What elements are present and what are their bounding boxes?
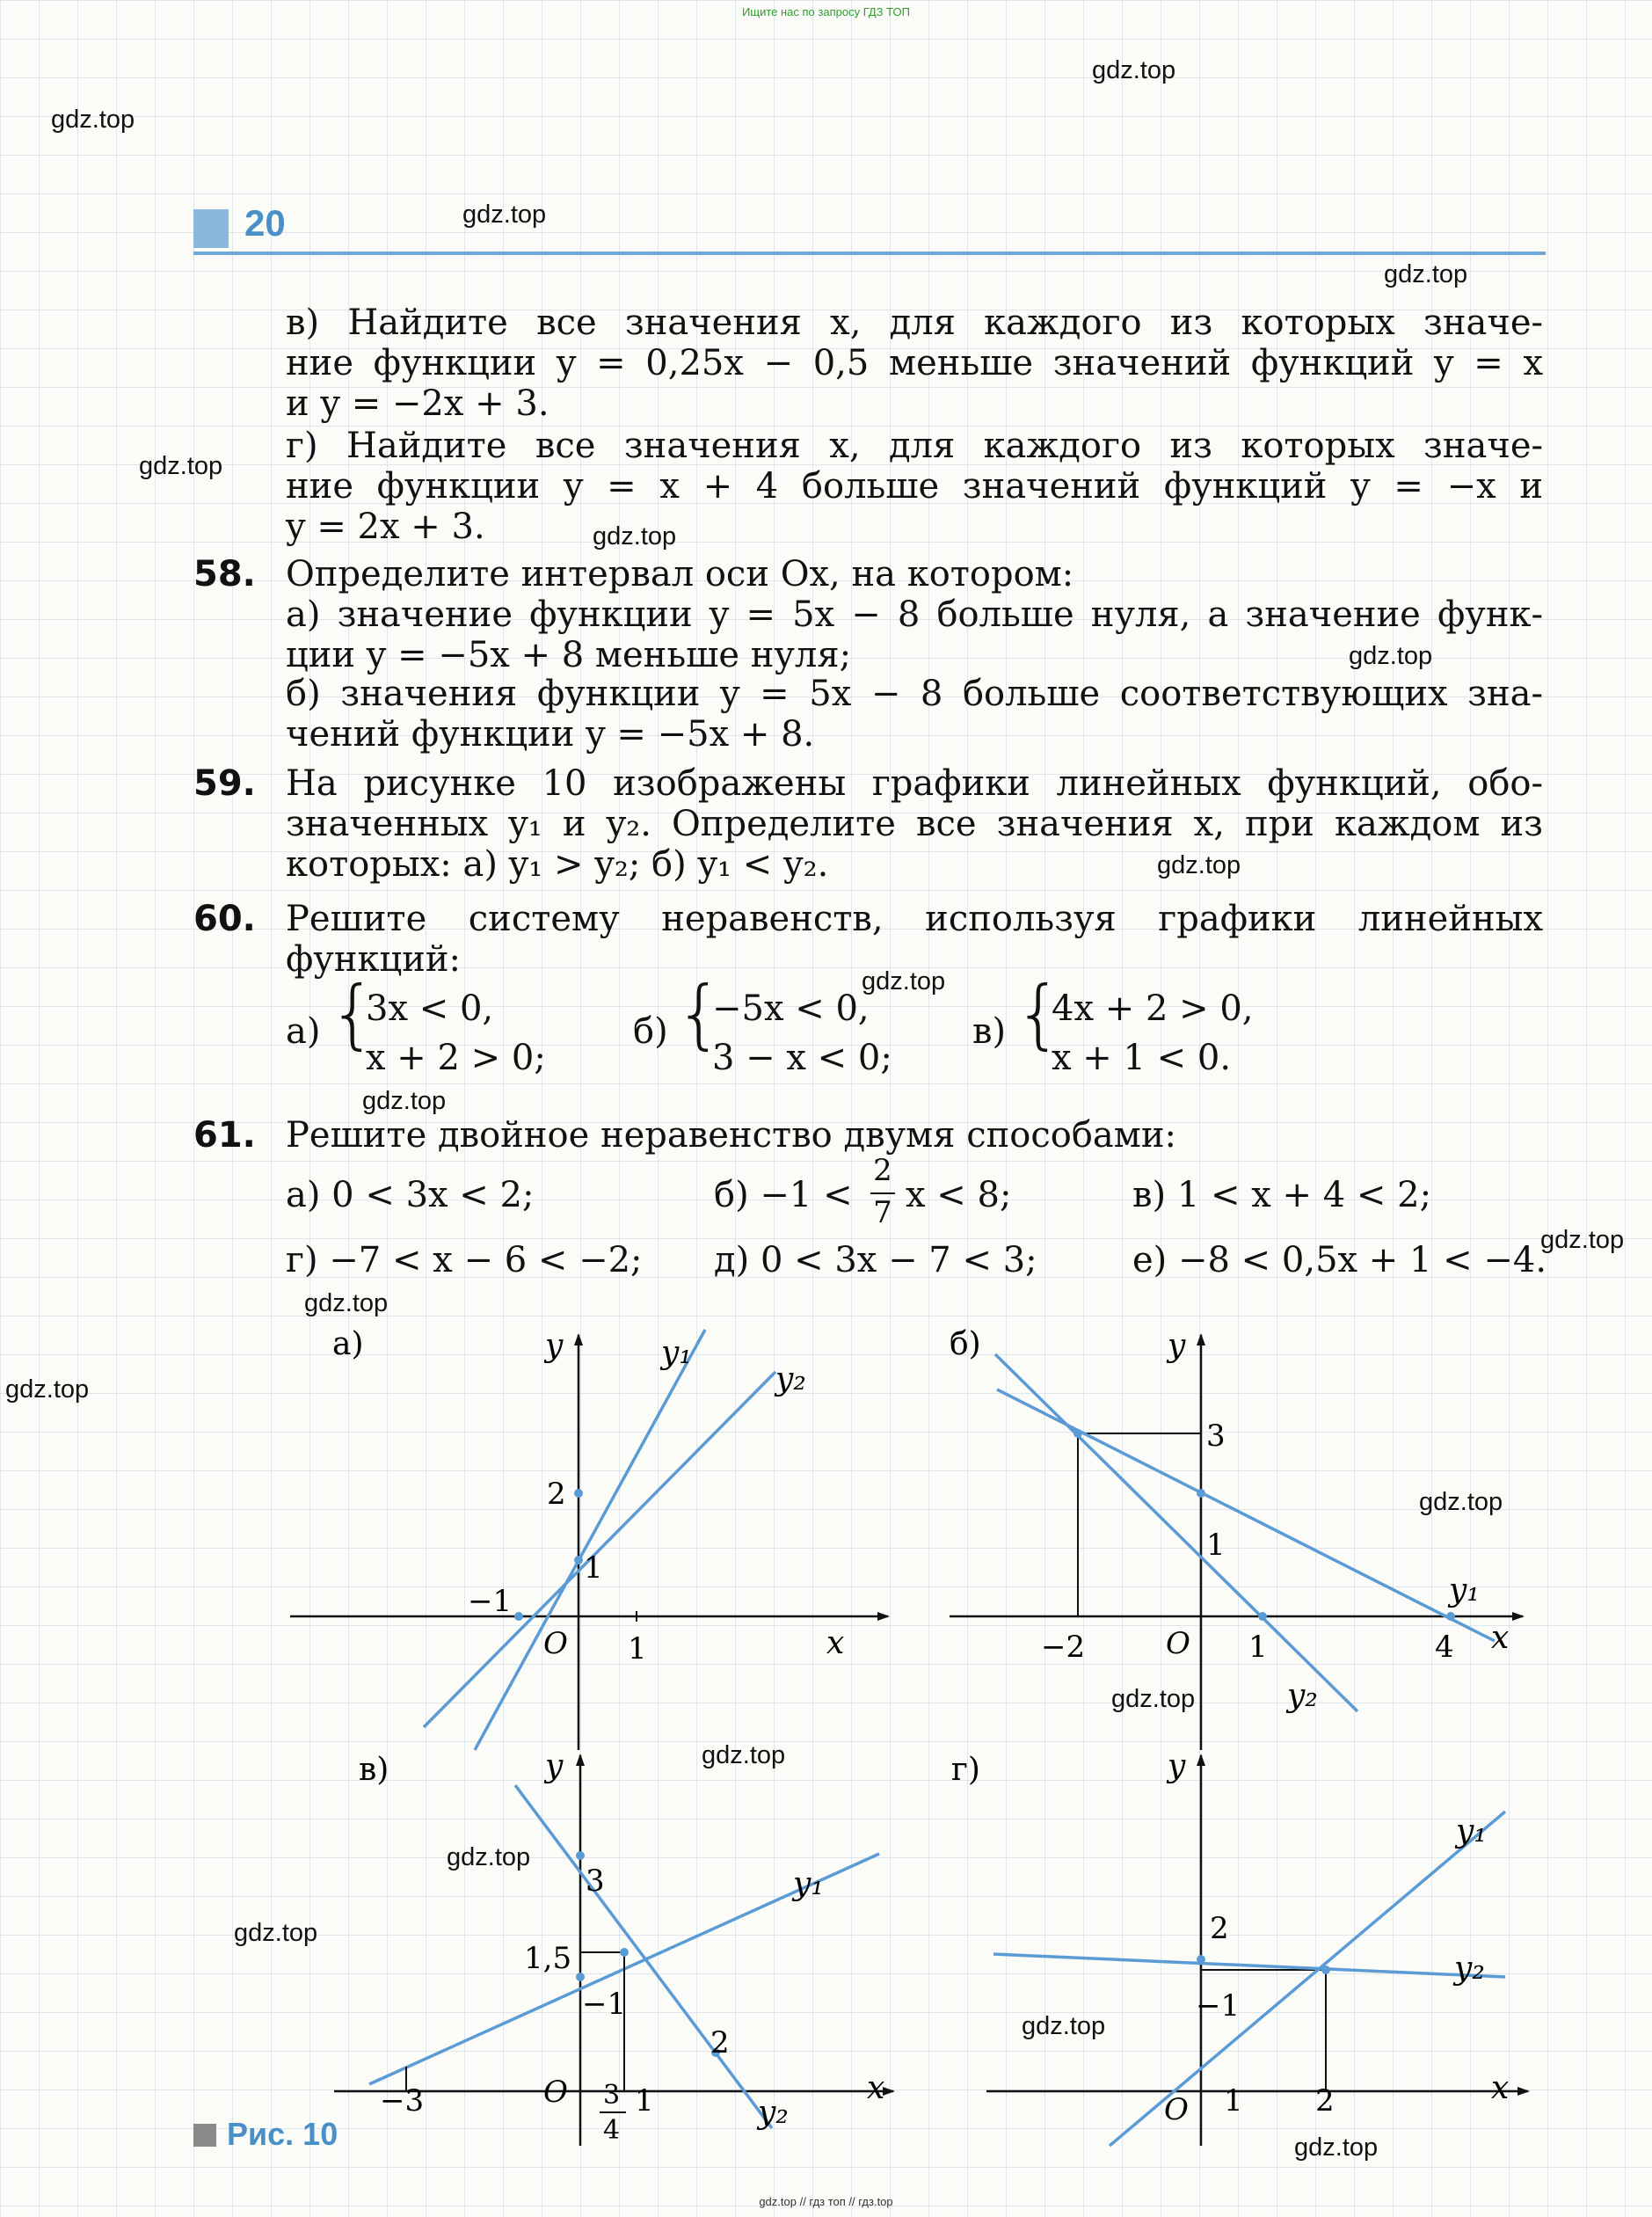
watermark: gdz.top bbox=[51, 106, 135, 134]
text-line: которых: а) y₁ > y₂; б) y₁ < y₂. bbox=[286, 844, 829, 885]
tick-label: 3 bbox=[1206, 1418, 1226, 1454]
graph-a bbox=[290, 1326, 888, 1750]
watermark: gdz.top bbox=[1092, 56, 1176, 84]
tick-label: 2 bbox=[1315, 2083, 1335, 2119]
figure-caption-text: Рис. 10 bbox=[227, 2116, 338, 2152]
tick-label: 1,5 bbox=[524, 1941, 572, 1976]
watermark: gdz.top bbox=[362, 1087, 447, 1115]
fraction-denominator: 4 bbox=[603, 2115, 621, 2146]
text-line: б) значения функции y = 5x − 8 больше соответствующих зна- bbox=[286, 674, 1543, 714]
tick-label: 4 bbox=[1435, 1630, 1454, 1665]
tick-label: 2 bbox=[547, 1477, 566, 1512]
fraction-denominator: 7 bbox=[873, 1195, 892, 1230]
system-label: а) bbox=[286, 1011, 321, 1052]
text-line: ции y = −5x + 8 меньше нуля; bbox=[286, 635, 852, 675]
tick-label: −1 bbox=[468, 1584, 513, 1619]
axis-label: y bbox=[1168, 1328, 1186, 1364]
graph-d bbox=[951, 1748, 1528, 2146]
tick-label: −2 bbox=[1041, 1630, 1086, 1665]
problem-number: 60. bbox=[193, 899, 256, 939]
tick-label: 1 bbox=[1224, 2083, 1243, 2119]
bottom-note: gdz.top // гдз топ // гдз.top bbox=[759, 2195, 893, 2208]
watermark: gdz.top bbox=[1419, 1488, 1503, 1516]
watermark: gdz.top bbox=[462, 201, 547, 229]
watermark: gdz.top bbox=[702, 1741, 786, 1769]
system-brace: { bbox=[329, 970, 377, 1058]
origin-label: O bbox=[1166, 1626, 1190, 1661]
tick-label: −3 bbox=[380, 2083, 425, 2119]
watermark: gdz.top bbox=[593, 522, 677, 551]
watermark: gdz.top bbox=[5, 1375, 90, 1404]
watermark: gdz.top bbox=[1349, 642, 1433, 670]
point bbox=[620, 1948, 629, 1957]
series-label: y₁ bbox=[661, 1335, 692, 1371]
text-line: а) значение функции y = 5x − 8 больше нуля, а значение функ- bbox=[286, 594, 1543, 635]
graph-c bbox=[334, 1748, 893, 2146]
tick-label: 1 bbox=[1248, 1630, 1268, 1665]
axis-label: x bbox=[826, 1625, 845, 1661]
point bbox=[1197, 1955, 1205, 1964]
fraction-numerator: 2 bbox=[873, 1153, 892, 1188]
point bbox=[576, 1973, 585, 1981]
watermark: gdz.top bbox=[1157, 851, 1241, 879]
text-line: значенных y₁ и y₂. Определите все значения x, при каждом из bbox=[286, 804, 1543, 844]
page-number: 20 bbox=[244, 202, 286, 244]
text-line: г) Найдите все значения x, для каждого из которых значе- bbox=[286, 426, 1543, 466]
watermark: gdz.top bbox=[1022, 2012, 1106, 2040]
axis-label: y bbox=[545, 1328, 564, 1364]
series-label: y₂ bbox=[1287, 1678, 1318, 1714]
problem-number: 58. bbox=[193, 554, 256, 594]
system-line: −5x < 0, bbox=[712, 988, 870, 1029]
system-line: x + 2 > 0; bbox=[366, 1038, 546, 1078]
series-label: y₁ bbox=[1449, 1572, 1480, 1608]
figure-caption bbox=[193, 2116, 338, 2153]
text-line: в) Найдите все значения x, для каждого из которых значе- bbox=[286, 303, 1543, 343]
inequality: в) 1 < x + 4 < 2; bbox=[1132, 1175, 1432, 1215]
tick-label: 2 bbox=[1210, 1911, 1229, 1946]
inequality: е) −8 < 0,5x + 1 < −4. bbox=[1132, 1240, 1547, 1280]
system-line: 3x < 0, bbox=[366, 988, 494, 1029]
point bbox=[1321, 1965, 1330, 1974]
tick-label: 2 bbox=[710, 2025, 730, 2060]
tick-label: −1 bbox=[582, 1987, 627, 2022]
axis-label: x bbox=[1491, 1620, 1510, 1656]
text-line: чений функции y = −5x + 8. bbox=[286, 714, 815, 755]
inequality: x < 8; bbox=[906, 1175, 1012, 1215]
watermark: gdz.top bbox=[1111, 1685, 1196, 1713]
caption-marker bbox=[193, 2124, 216, 2147]
problem-number: 59. bbox=[193, 763, 256, 804]
point bbox=[1073, 1429, 1082, 1438]
point bbox=[574, 1556, 583, 1564]
system-label: в) bbox=[972, 1011, 1007, 1052]
axis-label: x bbox=[1491, 2070, 1510, 2106]
graph-label: а) bbox=[332, 1326, 364, 1362]
watermark: gdz.top bbox=[1384, 260, 1468, 288]
text-line: функций: bbox=[286, 939, 462, 980]
top-note: Ищите нас по запросу ГДЗ ТОП bbox=[742, 5, 910, 18]
tick-label: 1 bbox=[635, 2083, 654, 2119]
line-y2 bbox=[993, 1954, 1505, 1977]
text-line: Решите двойное неравенство двумя способами: bbox=[286, 1115, 1177, 1156]
graph-label: г) bbox=[951, 1752, 980, 1788]
point bbox=[1197, 1489, 1205, 1498]
text-line: ние функции y = x + 4 больше значений функций y = −x и bbox=[286, 466, 1543, 507]
point bbox=[574, 1489, 583, 1498]
tick-label: 3 bbox=[586, 1863, 605, 1899]
graph-label: б) bbox=[950, 1326, 981, 1362]
problem-number: 61. bbox=[193, 1115, 256, 1156]
point bbox=[514, 1612, 523, 1621]
system-brace: { bbox=[675, 970, 724, 1058]
text-line: и y = −2x + 3. bbox=[286, 383, 549, 424]
watermark: gdz.top bbox=[304, 1289, 389, 1317]
text-line: ние функции y = 0,25x − 0,5 меньше значений функций y = x bbox=[286, 343, 1543, 383]
text-line: y = 2x + 3. bbox=[286, 507, 485, 547]
series-label: y₁ bbox=[1456, 1813, 1487, 1849]
graph-label: в) bbox=[359, 1752, 389, 1788]
inequality: б) −1 < bbox=[714, 1175, 853, 1215]
text-line: На рисунке 10 изображены графики линейных функций, обо- bbox=[286, 763, 1543, 804]
origin-label: O bbox=[543, 1626, 568, 1661]
point bbox=[576, 1851, 585, 1860]
watermark: gdz.top bbox=[139, 452, 223, 480]
axis-label: x bbox=[867, 2070, 885, 2106]
inequality: г) −7 < x − 6 < −2; bbox=[286, 1240, 643, 1280]
fraction-numerator: 3 bbox=[603, 2080, 621, 2111]
system-line: 3 − x < 0; bbox=[712, 1038, 892, 1078]
text-line: Определите интервал оси Ox, на котором: bbox=[286, 554, 1074, 594]
series-label: y₁ bbox=[793, 1866, 824, 1902]
system-label: б) bbox=[633, 1011, 668, 1052]
tick-label: 1 bbox=[628, 1631, 647, 1666]
inequality: а) 0 < 3x < 2; bbox=[286, 1175, 535, 1215]
tick-label: 1 bbox=[1206, 1528, 1226, 1563]
line-y2 bbox=[424, 1372, 775, 1727]
watermark: gdz.top bbox=[1294, 2133, 1379, 2162]
point bbox=[1446, 1612, 1455, 1621]
system-line: x + 1 < 0. bbox=[1052, 1038, 1232, 1078]
watermark: gdz.top bbox=[234, 1919, 318, 1947]
inequality: д) 0 < 3x − 7 < 3; bbox=[714, 1240, 1037, 1280]
series-label: y₂ bbox=[758, 2095, 789, 2131]
graph-b bbox=[950, 1326, 1523, 1750]
tick-label: 1 bbox=[584, 1550, 603, 1586]
watermark: gdz.top bbox=[1540, 1226, 1625, 1254]
system-line: 4x + 2 > 0, bbox=[1052, 988, 1254, 1029]
series-label: y₂ bbox=[775, 1361, 806, 1397]
text-line: Решите систему неравенств, используя графики линейных bbox=[286, 899, 1543, 939]
origin-label: O bbox=[1164, 2092, 1189, 2127]
axis-label: y bbox=[1168, 1748, 1186, 1784]
line-y1 bbox=[475, 1330, 705, 1750]
system-brace: { bbox=[1015, 970, 1063, 1058]
watermark: gdz.top bbox=[862, 967, 946, 995]
tick-label: −1 bbox=[1196, 1988, 1241, 2024]
axis-label: y bbox=[545, 1748, 564, 1784]
series-label: y₂ bbox=[1454, 1951, 1485, 1987]
watermark: gdz.top bbox=[447, 1843, 531, 1871]
point bbox=[1258, 1612, 1267, 1621]
origin-label: O bbox=[543, 2075, 568, 2110]
